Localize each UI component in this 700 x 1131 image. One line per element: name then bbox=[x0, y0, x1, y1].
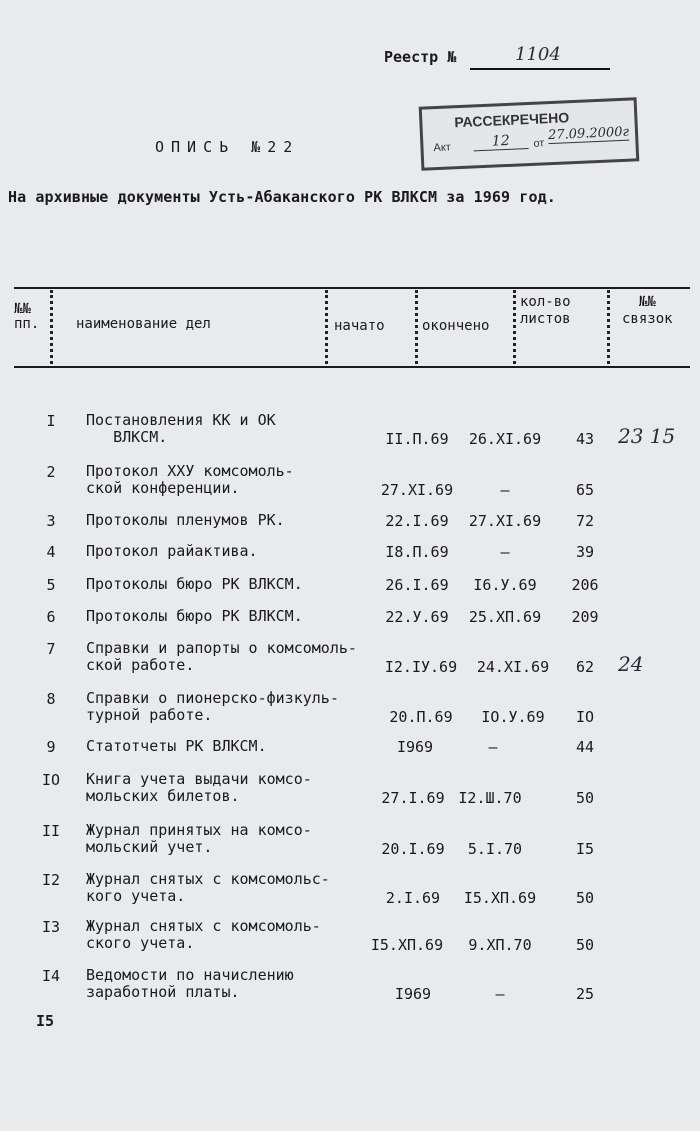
row-sheet-count: 39 bbox=[575, 543, 595, 561]
declassified-stamp bbox=[419, 97, 640, 170]
row-name: Журнал принятых на комсо- мольский учет. bbox=[86, 821, 312, 856]
row-sheet-count: 209 bbox=[571, 608, 599, 626]
row-end-date: 26.XI.69 bbox=[468, 430, 542, 448]
page-footer-mark: I5 bbox=[36, 1012, 55, 1030]
row-name: Журнал снятых с комсомольс- кого учета. bbox=[86, 870, 330, 905]
row-bundle-number: 24 bbox=[618, 652, 644, 676]
row-number: 2 bbox=[46, 463, 56, 481]
row-start-date: 20.П.69 bbox=[389, 708, 453, 726]
row-start-date: I5.XП.69 bbox=[370, 936, 444, 954]
row-start-date: 2.I.69 bbox=[385, 889, 441, 907]
row-number: 5 bbox=[46, 576, 56, 594]
registry-number: 1104 bbox=[515, 44, 561, 65]
row-name: Протокол ХХУ комсомоль- ской конференции. bbox=[86, 462, 294, 497]
row-number: I2 bbox=[41, 871, 61, 889]
row-name: Протоколы бюро РК ВЛКСМ. bbox=[86, 575, 303, 593]
header-name: наименование дел bbox=[76, 316, 211, 332]
stamp-date: 27.09.2000г bbox=[547, 124, 630, 144]
row-start-date: 27.XI.69 bbox=[380, 481, 454, 499]
row-sheet-count: 50 bbox=[575, 889, 595, 907]
row-end-date: I5.XП.69 bbox=[463, 889, 537, 907]
row-start-date: I8.П.69 bbox=[385, 543, 449, 561]
row-start-date: 20.I.69 bbox=[381, 840, 445, 858]
row-number: 3 bbox=[46, 512, 56, 530]
row-name: Книга учета выдачи комсо- мольских билетов. bbox=[86, 770, 312, 805]
row-name: Журнал снятых с комсомоль- ского учета. bbox=[86, 917, 321, 952]
row-sheet-count: 65 bbox=[575, 481, 595, 499]
row-number: 9 bbox=[46, 738, 56, 756]
table-header-top-rule bbox=[14, 287, 690, 289]
row-name: Постановления КК и ОК ВЛКСМ. bbox=[86, 411, 276, 446]
row-name: Протоколы бюро РК ВЛКСМ. bbox=[86, 607, 303, 625]
row-start-date: I969 bbox=[396, 738, 434, 756]
row-number: I bbox=[46, 412, 56, 430]
row-end-date: 27.XI.69 bbox=[468, 512, 542, 530]
row-name: Статотчеты РК ВЛКСМ. bbox=[86, 737, 267, 755]
row-sheet-count: 44 bbox=[575, 738, 595, 756]
row-start-date: I2.IУ.69 bbox=[384, 658, 458, 676]
row-number: I3 bbox=[41, 918, 61, 936]
stamp-from-label: от bbox=[533, 137, 545, 150]
registry-label: Реестр № bbox=[384, 48, 457, 66]
row-sheet-count: 43 bbox=[575, 430, 595, 448]
row-end-date: 24.XI.69 bbox=[476, 658, 550, 676]
row-start-date: II.П.69 bbox=[385, 430, 449, 448]
row-end-date: I2.Ш.70 bbox=[458, 789, 522, 807]
row-start-date: 22.У.69 bbox=[385, 608, 449, 626]
row-sheet-count: 72 bbox=[575, 512, 595, 530]
row-end-date: – bbox=[488, 738, 498, 756]
column-divider bbox=[50, 290, 53, 364]
row-start-date: 26.I.69 bbox=[385, 576, 449, 594]
row-number: II bbox=[41, 822, 61, 840]
row-name: Ведомости по начислению заработной платы. bbox=[86, 966, 294, 1001]
row-sheet-count: 206 bbox=[571, 576, 599, 594]
row-end-date: – bbox=[500, 481, 510, 499]
row-sheet-count: 50 bbox=[575, 936, 595, 954]
row-end-date: – bbox=[495, 985, 505, 1003]
row-bundle-number: 23 15 bbox=[618, 424, 676, 448]
row-start-date: I969 bbox=[394, 985, 432, 1003]
inventory-title: ОПИСЬ №22 bbox=[155, 138, 300, 156]
stamp-act-label: Акт bbox=[433, 141, 452, 155]
registry-underline bbox=[470, 68, 610, 70]
row-sheet-count: 25 bbox=[575, 985, 595, 1003]
row-number: 7 bbox=[46, 640, 56, 658]
row-sheet-count: I5 bbox=[575, 840, 595, 858]
row-end-date: 25.XП.69 bbox=[468, 608, 542, 626]
row-sheet-count: 62 bbox=[575, 658, 595, 676]
row-sheet-count: 50 bbox=[575, 789, 595, 807]
document-subtitle: На архивные документы Усть-Абаканского РК ВЛКСМ за 1969 год. bbox=[8, 188, 556, 206]
column-divider bbox=[325, 290, 328, 364]
row-name: Протоколы пленумов РК. bbox=[86, 511, 285, 529]
row-start-date: 27.I.69 bbox=[381, 789, 445, 807]
stamp-act-number: 12 bbox=[473, 132, 529, 151]
row-end-date: 9.XП.70 bbox=[468, 936, 532, 954]
header-start: начато bbox=[334, 318, 385, 334]
row-number: IO bbox=[41, 771, 61, 789]
row-name: Справки и рапорты о комсомоль- ской работе. bbox=[86, 639, 357, 674]
column-divider bbox=[415, 290, 418, 364]
row-number: 4 bbox=[46, 543, 56, 561]
header-num: №№ пп. bbox=[14, 301, 40, 332]
row-end-date: 5.I.70 bbox=[467, 840, 523, 858]
table-header-bottom-rule bbox=[14, 366, 690, 368]
row-end-date: – bbox=[500, 543, 510, 561]
stamp-title: РАССЕКРЕЧЕНО bbox=[454, 109, 570, 131]
row-number: 8 bbox=[46, 690, 56, 708]
header-sheets: кол-во листов bbox=[520, 294, 571, 327]
row-start-date: 22.I.69 bbox=[385, 512, 449, 530]
row-number: 6 bbox=[46, 608, 56, 626]
row-end-date: I6.У.69 bbox=[473, 576, 537, 594]
header-end: окончено bbox=[422, 318, 490, 334]
row-number: I4 bbox=[41, 967, 61, 985]
row-sheet-count: IO bbox=[575, 708, 595, 726]
row-name: Протокол райактива. bbox=[86, 542, 258, 560]
header-bundles: №№ связок bbox=[622, 294, 673, 327]
row-name: Справки о пионерско-физкуль- турной работе. bbox=[86, 689, 339, 724]
column-divider bbox=[607, 290, 610, 364]
row-end-date: IO.У.69 bbox=[481, 708, 545, 726]
column-divider bbox=[513, 290, 516, 364]
